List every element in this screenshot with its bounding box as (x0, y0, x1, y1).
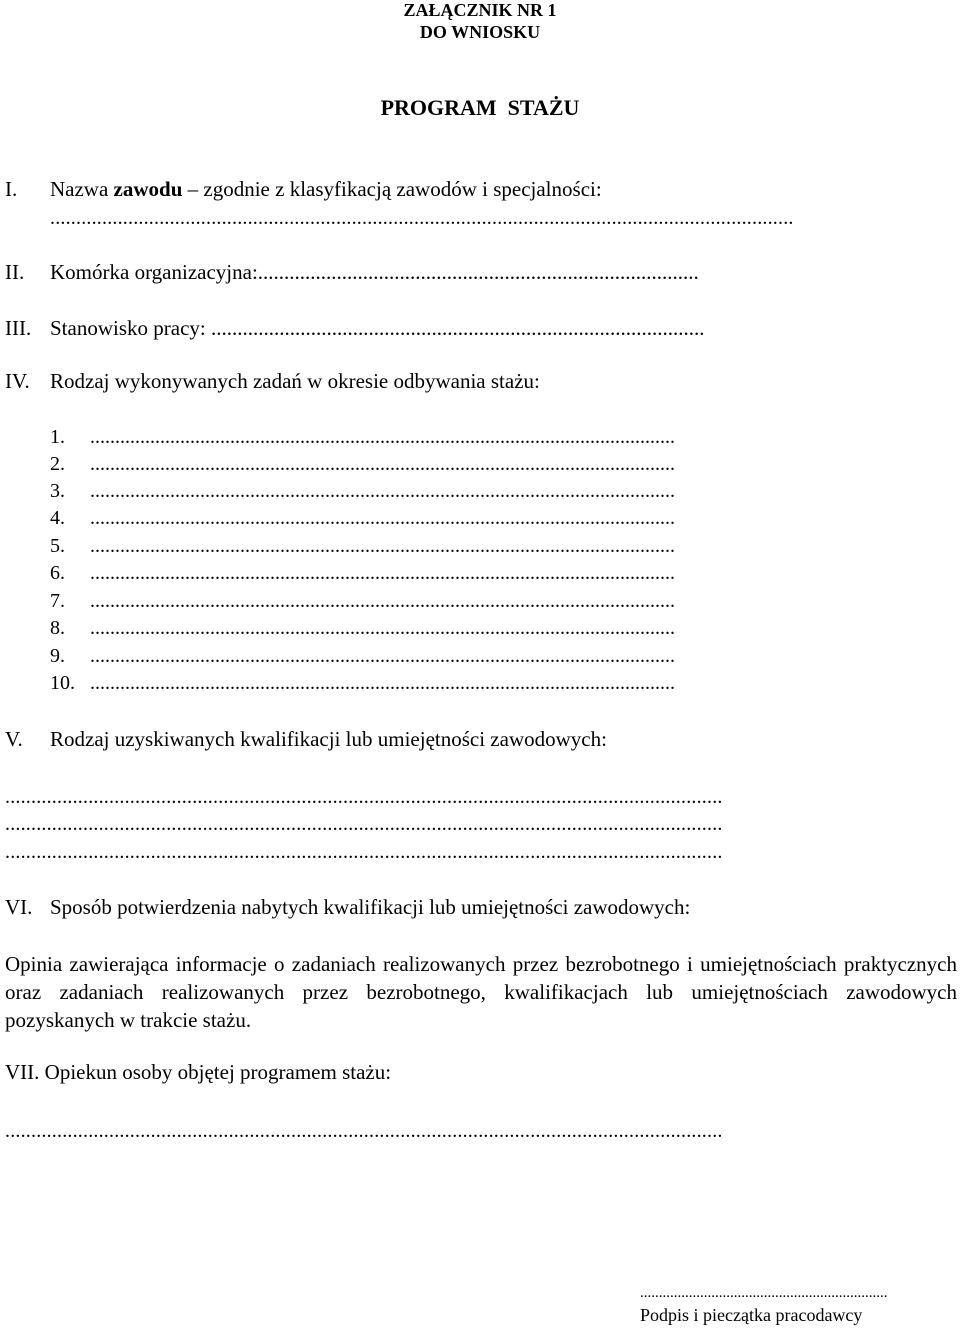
section-7-number: VII. (5, 1060, 40, 1084)
attachment-number: ZAŁĄCZNIK NR 1 (403, 0, 557, 20)
signature-fill-line[interactable]: .................................................................. (640, 1285, 888, 1301)
attachment-subtitle: DO WNIOSKU (419, 22, 541, 42)
mentor-fill-line[interactable]: .......................................................................................................................................... (5, 1120, 723, 1142)
task-item-3[interactable] (50, 480, 910, 503)
confirmation-paragraph: Opinia zawierająca informacje o zadaniach realizowanych przez bezrobotnego i umiejętnościach praktycznych oraz zadaniach realizowanych przez bezrobotnego, kwalifikacjach lub umiejętnościach zawodowych pozyskanych w trakcie stażu. (5, 952, 957, 1032)
task-fill[interactable]: ..................................................................................................................... (90, 645, 675, 667)
task-number: 6. (50, 562, 65, 584)
section-1-fill-line[interactable]: ............................................................................................................................................... (50, 207, 794, 229)
task-item-1[interactable] (50, 426, 910, 449)
task-number: 10. (50, 672, 75, 694)
task-fill[interactable]: ..................................................................................................................... (90, 617, 675, 639)
section-2-number: II. (5, 260, 25, 284)
qualification-fill-line-2[interactable]: .......................................................................................................................................... (5, 813, 723, 835)
section-7-heading (5, 1060, 391, 1085)
section-6-label: Sposób potwierdzenia nabytych kwalifikacji lub umiejętności zawodowych: (50, 895, 691, 919)
task-fill[interactable]: ..................................................................................................................... (90, 507, 675, 529)
task-item-4[interactable] (50, 507, 910, 530)
section-5-heading (5, 727, 607, 752)
task-number: 3. (50, 480, 65, 502)
task-item-10[interactable] (50, 672, 910, 695)
task-item-5[interactable] (50, 535, 910, 558)
task-number: 4. (50, 507, 65, 529)
task-item-9[interactable] (50, 645, 910, 668)
section-2-label[interactable]: Komórka organizacyjna:.................................................................................... (50, 260, 699, 284)
section-1-label-post: – zgodnie z klasyfikacją zawodów i specjalności: (182, 177, 602, 201)
qualification-fill-line-3[interactable]: .......................................................................................................................................... (5, 841, 723, 863)
section-6-heading (5, 895, 690, 920)
task-fill[interactable]: ..................................................................................................................... (90, 453, 675, 475)
signature-label: Podpis i pieczątka pracodawcy (640, 1305, 863, 1325)
section-4-label: Rodzaj wykonywanych zadań w okresie odbywania stażu: (50, 369, 540, 393)
task-number: 7. (50, 590, 65, 612)
section-5-number: V. (5, 727, 23, 751)
section-1-label-bold: zawodu (113, 177, 183, 201)
section-1-number: I. (5, 177, 18, 201)
section-3-label-bold: Stanowisko (50, 316, 149, 340)
task-number: 2. (50, 453, 65, 475)
task-number: 1. (50, 426, 65, 448)
task-fill[interactable]: ..................................................................................................................... (90, 590, 675, 612)
section-6-number: VI. (5, 895, 33, 919)
section-4-heading (5, 369, 540, 394)
task-item-7[interactable] (50, 590, 910, 613)
task-fill[interactable]: ..................................................................................................................... (90, 562, 675, 584)
section-1-label-pre: Nazwa (50, 177, 114, 201)
section-3-number: III. (5, 316, 32, 340)
task-fill[interactable]: ..................................................................................................................... (90, 535, 675, 557)
task-fill[interactable]: ..................................................................................................................... (90, 480, 675, 502)
section-7-label: Opiekun osoby objętej programem stażu: (44, 1060, 392, 1084)
document-title: PROGRAM STAŻU (380, 95, 580, 120)
task-number: 5. (50, 535, 65, 557)
section-4-number: IV. (5, 369, 30, 393)
task-number: 9. (50, 645, 65, 667)
section-3-heading (5, 316, 705, 341)
task-item-2[interactable] (50, 453, 910, 476)
section-1-heading (5, 177, 602, 202)
task-fill[interactable]: ..................................................................................................................... (90, 426, 675, 448)
section-3-label-post[interactable]: pracy: .............................................................................................. (148, 316, 705, 340)
task-fill[interactable]: ..................................................................................................................... (90, 672, 675, 694)
task-item-6[interactable] (50, 562, 910, 585)
section-5-label: Rodzaj uzyskiwanych kwalifikacji lub umiejętności zawodowych: (50, 727, 607, 751)
qualification-fill-line-1[interactable]: .......................................................................................................................................... (5, 786, 723, 808)
section-2-heading (5, 260, 699, 285)
task-item-8[interactable] (50, 617, 910, 640)
task-number: 8. (50, 617, 65, 639)
